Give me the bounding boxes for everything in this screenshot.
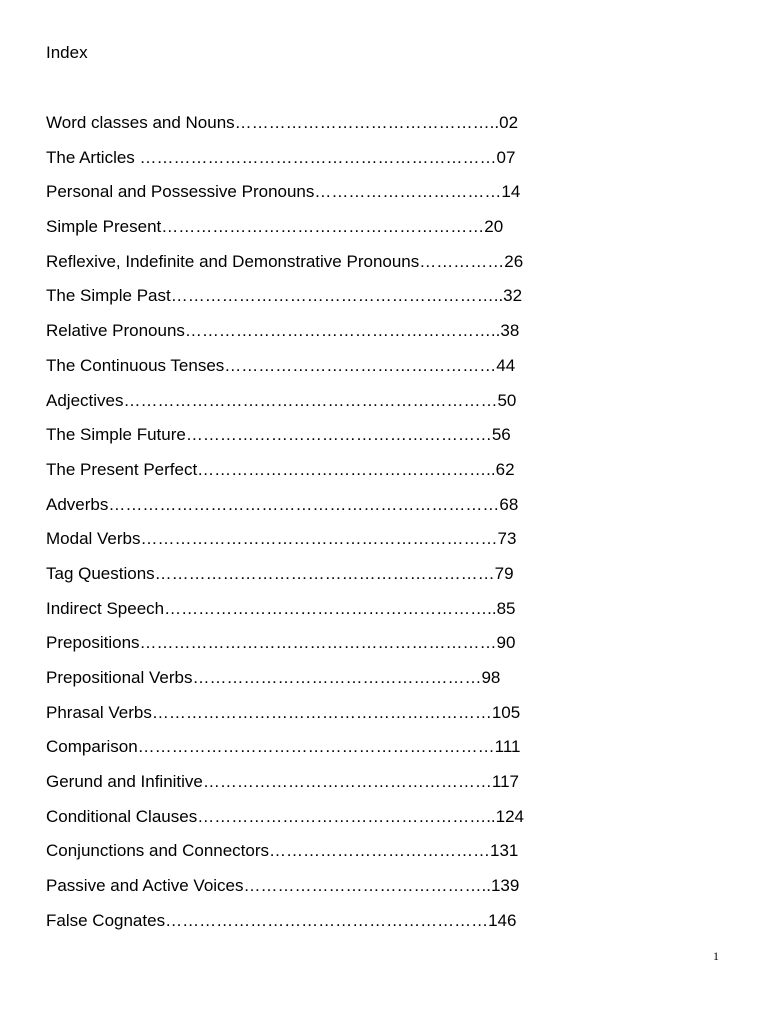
page-number: 1 xyxy=(713,949,719,963)
toc-entry: Personal and Possessive Pronouns……………………………14 xyxy=(46,182,521,202)
toc-entry: Prepositional Verbs……………………………………………98 xyxy=(46,668,501,687)
toc-entry: The Continuous Tenses…………………………………………44 xyxy=(46,355,516,375)
toc-entry: The Articles ………………………………………………………07 xyxy=(46,147,516,167)
page-title: Index xyxy=(46,43,88,62)
toc-entry: The Simple Past…………………………………………………..32 xyxy=(46,286,523,306)
toc-entry: False Cognates…………………………………………………146 xyxy=(46,910,517,930)
toc-entry: Simple Present…………………………………………………20 xyxy=(46,217,504,237)
toc-entry: Phrasal Verbs……………………………………………………105 xyxy=(46,702,521,722)
toc-entry: Word classes and Nouns………………………………………..02 xyxy=(46,113,519,132)
toc-entry: Gerund and Infinitive……………………………………………117 xyxy=(46,772,519,792)
toc-entry: Passive and Active Voices……………………………………..139 xyxy=(46,876,520,896)
toc-entry: Reflexive, Indefinite and Demonstrative Pronouns……………26 xyxy=(46,251,524,271)
toc-entry: Indirect Speech…………………………………………………..85 xyxy=(46,598,516,618)
toc-entry: Prepositions………………………………………………………90 xyxy=(46,633,516,653)
toc-entry: Tag Questions……………………………………………………79 xyxy=(46,563,514,583)
toc-entry: Adverbs……………………………………………………………68 xyxy=(46,494,519,514)
table-of-contents xyxy=(46,113,566,946)
toc-entry: Conjunctions and Connectors…………………………………131 xyxy=(46,841,519,861)
toc-entry: Modal Verbs………………………………………………………73 xyxy=(46,529,517,549)
toc-entry: Adjectives…………………………………………………………50 xyxy=(46,390,517,410)
toc-entry: The Simple Future………………………………………………56 xyxy=(46,425,511,445)
toc-entry: The Present Perfect……………………………………………..62 xyxy=(46,459,515,479)
toc-entry: Conditional Clauses……………………………………………..124 xyxy=(46,806,525,826)
toc-entry: Relative Pronouns………………………………………………..38 xyxy=(46,321,520,341)
toc-entry: Comparison………………………………………………………111 xyxy=(46,737,521,757)
